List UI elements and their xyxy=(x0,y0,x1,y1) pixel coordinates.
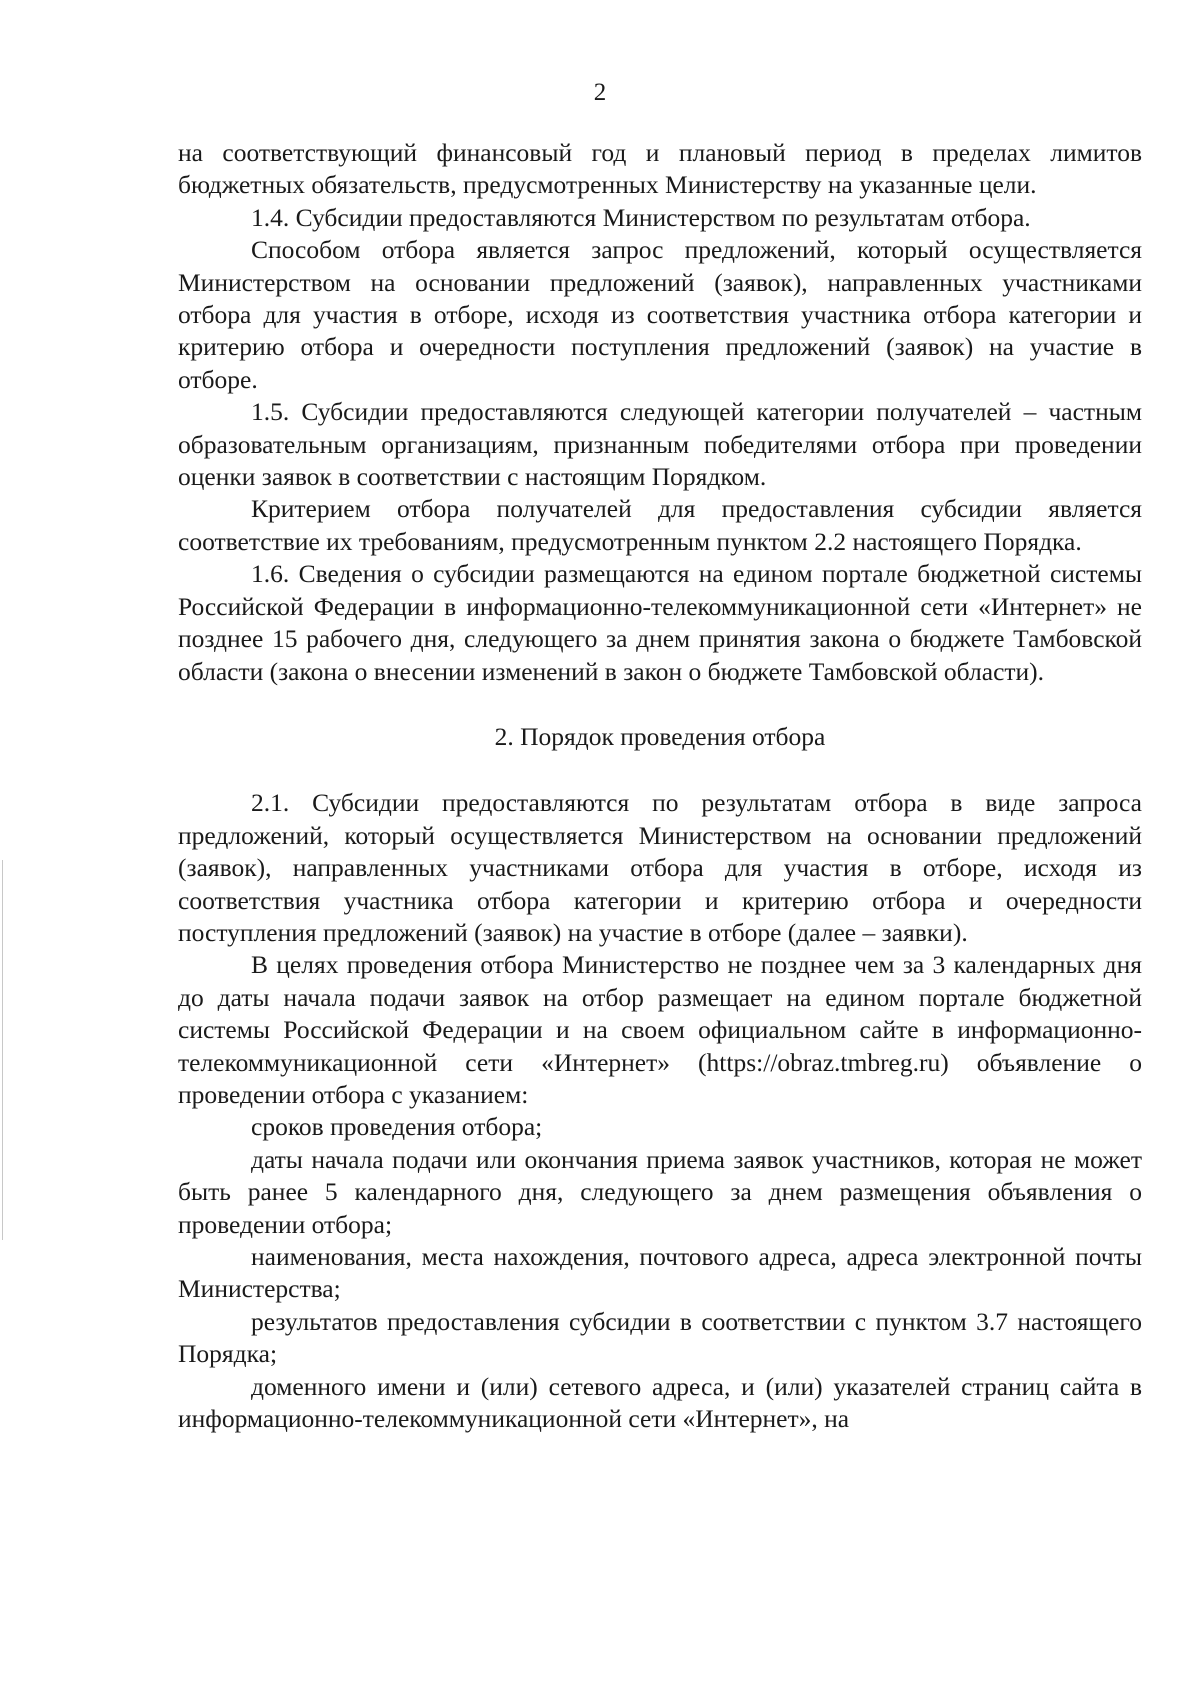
paragraph: 2.1. Субсидии предоставляются по результатам отбора в виде запроса предложений, который осуществляется Министерством на основании предложений (заявок), направленных участниками отбора для участия в отборе, исходя из соответствия участника отбора категории и критерию отбора и очередности поступления предложений (заявок) на участие в отборе (далее – заявки). xyxy=(178,788,1142,947)
paragraphs-before-heading xyxy=(178,137,1142,688)
scan-edge-shadow xyxy=(2,860,3,1240)
document-body xyxy=(178,137,1142,1435)
paragraph: сроков проведения отбора; xyxy=(251,1112,543,1142)
page-number: 2 xyxy=(593,79,607,106)
paragraph: Способом отбора является запрос предложений, который осуществляется Министерством на основании предложений (заявок), направленных участниками отбора для участия в отборе, исходя из соответствия участника отбора категории и критерию отбора и очередности поступления предложений (заявок) на участие в отборе. xyxy=(178,235,1142,394)
paragraph: В целях проведения отбора Министерство не позднее чем за 3 календарных дня до даты начала подачи заявок на отбор размещает на едином портале бюджетной системы Российской Федерации и на своем официальном сайте в информационно-телекоммуникационной сети «Интернет» (https://obraz.tmbreg.ru) объявление о проведении отбора с указанием: xyxy=(178,950,1142,1109)
paragraph: 1.6. Сведения о субсидии размещаются на едином портале бюджетной системы Российской Федерации в информационно-телекоммуникационной сети «Интернет» не позднее 15 рабочего дня, следующего за днем принятия закона о бюджете Тамбовской области (закона о внесении изменений в закон о бюджете Тамбовской области). xyxy=(178,559,1142,686)
paragraph: наименования, места нахождения, почтового адреса, адреса электронной почты Министерства; xyxy=(178,1242,1142,1304)
paragraph: доменного имени и (или) сетевого адреса, и (или) указателей страниц сайта в информационно-телекоммуникационной сети «Интернет», на xyxy=(178,1371,1142,1434)
section-heading: 2. Порядок проведения отбора xyxy=(494,721,826,751)
paragraph: результатов предоставления субсидии в соответствии с пунктом 3.7 настоящего Порядка; xyxy=(178,1306,1142,1369)
paragraphs-after-heading xyxy=(178,787,1142,1435)
paragraph: 1.4. Субсидии предоставляются Министерством по результатам отбора. xyxy=(251,202,1031,232)
paragraph: 1.5. Субсидии предоставляются следующей категории получателей – частным образовательным организациям, признанным победителями отбора при проведении оценки заявок в соответствии с настоящим Порядком. xyxy=(178,397,1142,492)
paragraph: на соответствующий финансовый год и плановый период в пределах лимитов бюджетных обязательств, предусмотренных Министерству на указанные цели. xyxy=(178,138,1142,200)
paragraph: даты начала подачи или окончания приема заявок участников, которая не может быть ранее 5 календарного дня, следующего за днем размещения объявления о проведении отбора; xyxy=(178,1144,1142,1239)
paragraph: Критерием отбора получателей для предоставления субсидии является соответствие их требованиям, предусмотренным пунктом 2.2 настоящего Порядка. xyxy=(178,494,1142,556)
